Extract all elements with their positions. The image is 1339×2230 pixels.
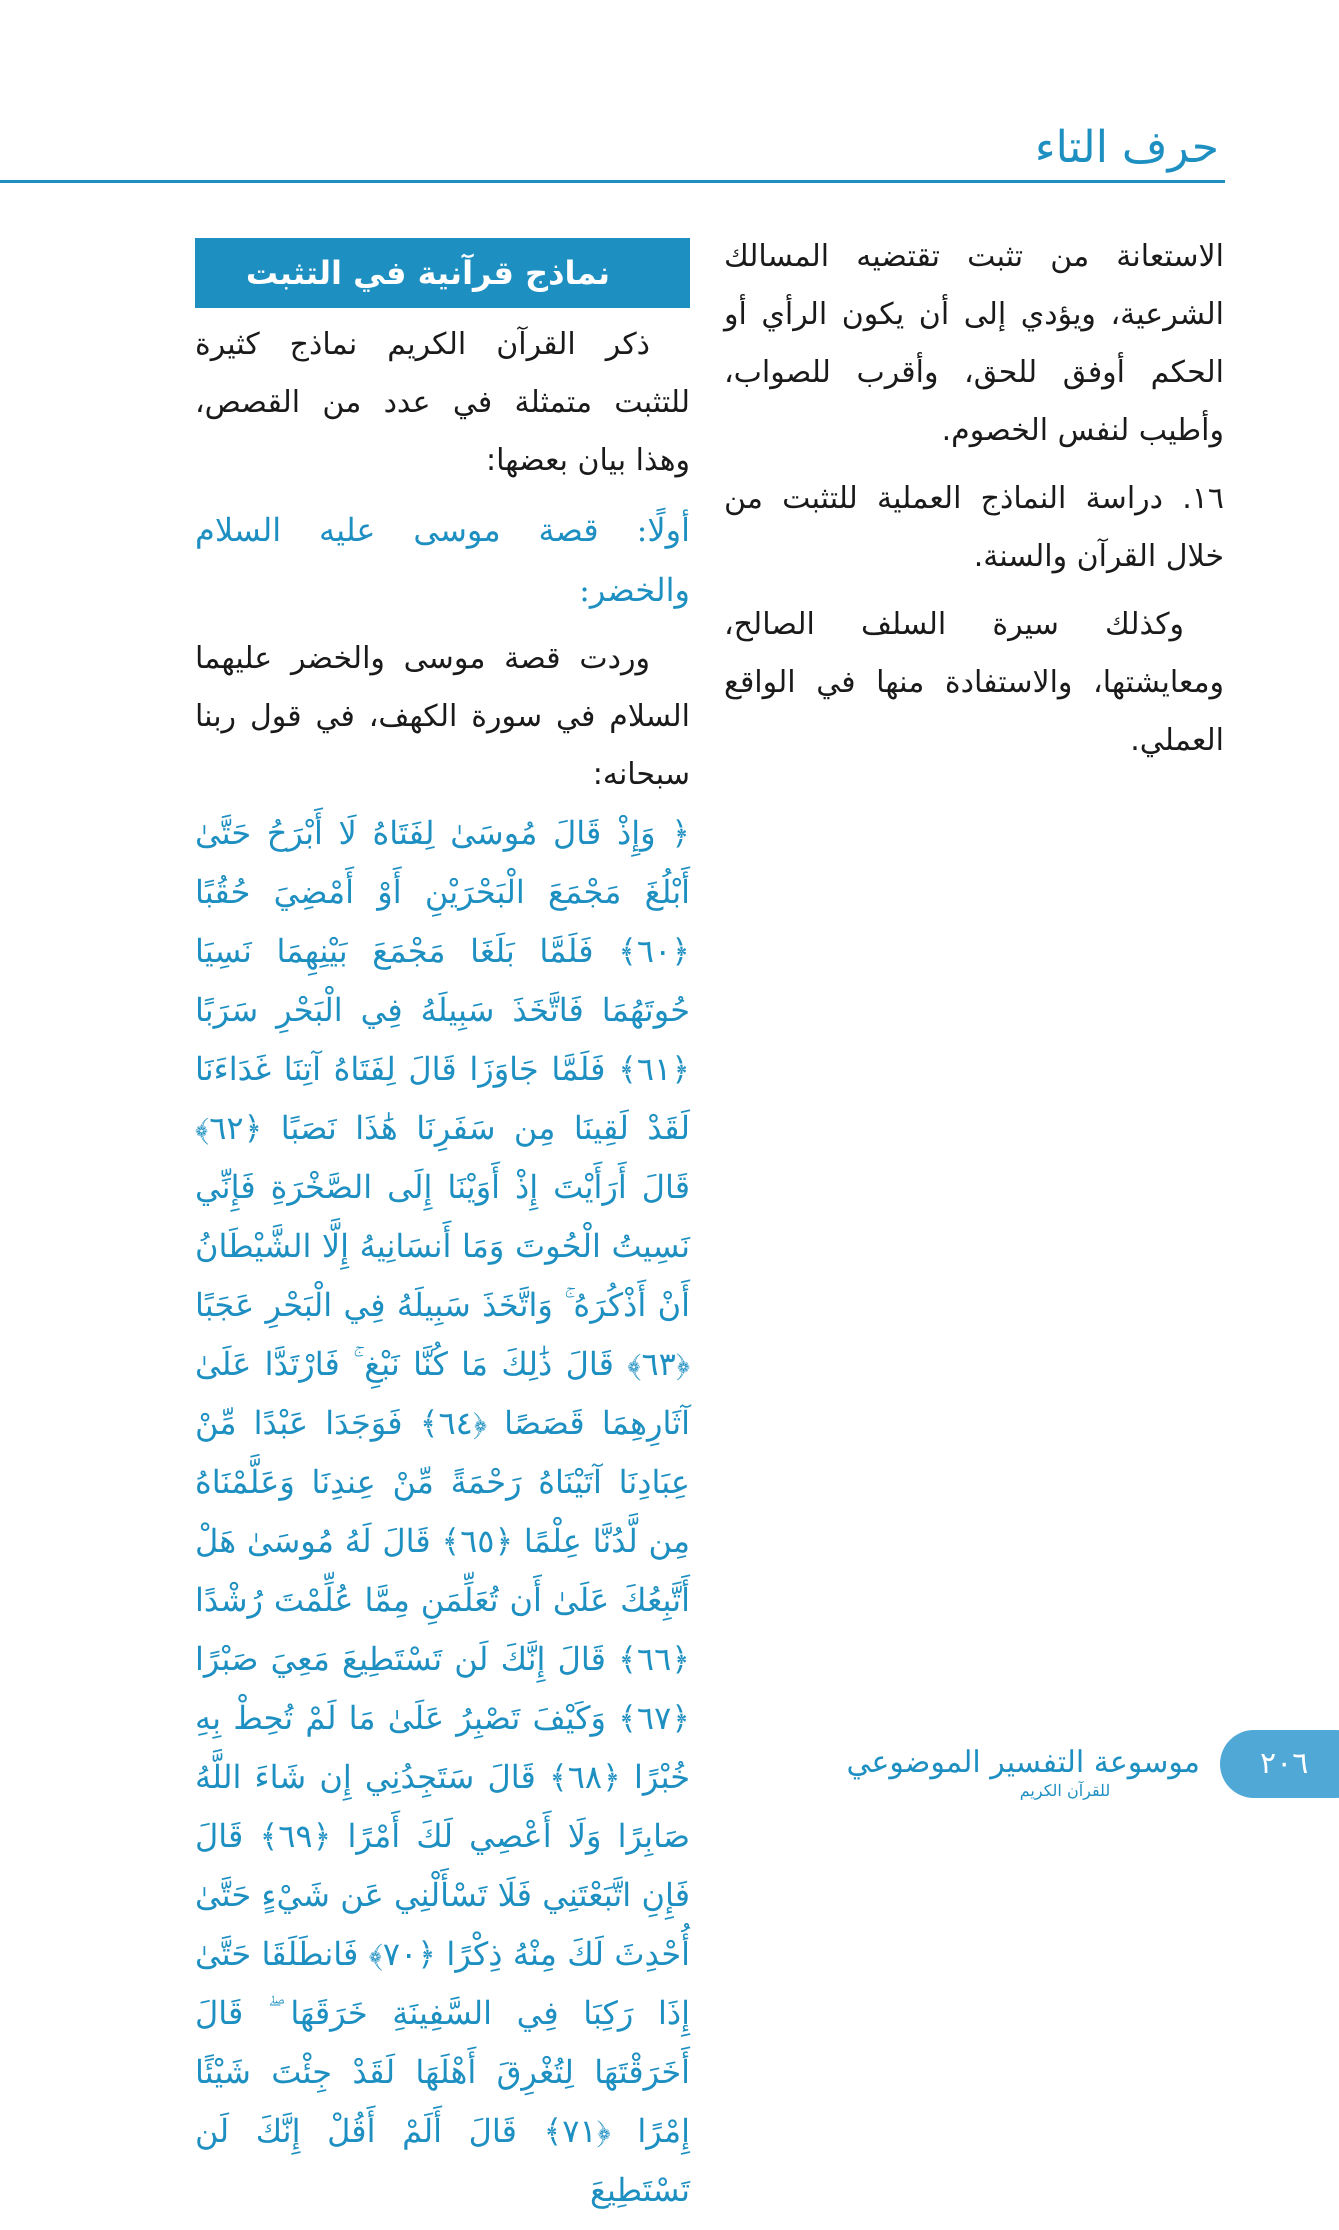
paragraph: وكذلك سيرة السلف الصالح، ومعايشتها، والاستفادة منها في الواقع العملي. [724,607,1224,758]
page-number: ٢٠٦ [1220,1730,1339,1798]
section-heading: نماذج قرآنية في التثبت [195,238,690,308]
intro-paragraph: ذكر القرآن الكريم نماذج كثيرة للتثبت متمثلة في عدد من القصص، وهذا بيان بعضها: [195,327,690,478]
story-intro: وردت قصة موسى والخضر عليهما السلام في سورة الكهف، في قول ربنا سبحانه: [195,641,690,792]
logo-title: موسوعة التفسير الموضوعي [846,1745,1200,1780]
encyclopedia-logo [846,1745,1200,1801]
subheading: أولًا: قصة موسى عليه السلام والخضر: [195,511,690,609]
left-column [195,238,690,2230]
right-column [724,228,1224,780]
header-rule [0,180,1225,183]
quran-text: ﴿ وَإِذْ قَالَ مُوسَىٰ لِفَتَاهُ لَا أَبْرَحُ حَتَّىٰ أَبْلُغَ مَجْمَعَ الْبَحْرَيْنِ أَوْ أَمْضِيَ حُقُبًا ﴿٦٠﴾ فَلَمَّا بَلَغَا مَجْمَعَ بَيْنِهِمَا نَسِيَا حُوتَهُمَا فَاتَّخَذَ سَبِيلَهُ فِي الْبَحْرِ سَرَبًا ﴿٦١﴾ فَلَمَّا جَاوَزَا قَالَ لِفَتَاهُ آتِنَا غَدَاءَنَا لَقَدْ لَقِينَا مِن سَفَرِنَا هَٰذَا نَصَبًا ﴿٦٢﴾ قَالَ أَرَأَيْتَ إِذْ أَوَيْنَا إِلَى الصَّخْرَةِ فَإِنِّي نَسِيتُ الْحُوتَ وَمَا أَنسَانِيهُ إِلَّا الشَّيْطَانُ أَنْ أَذْكُرَهُ ۚ وَاتَّخَذَ سَبِيلَهُ فِي الْبَحْرِ عَجَبًا ﴿٦٣﴾ قَالَ ذَٰلِكَ مَا كُنَّا نَبْغِ ۚ فَارْتَدَّا عَلَىٰ آثَارِهِمَا قَصَصًا ﴿٦٤﴾ فَوَجَدَا عَبْدًا مِّنْ عِبَادِنَا آتَيْنَاهُ رَحْمَةً مِّنْ عِندِنَا وَعَلَّمْنَاهُ مِن لَّدُنَّا عِلْمًا ﴿٦٥﴾ قَالَ لَهُ مُوسَىٰ هَلْ أَتَّبِعُكَ عَلَىٰ أَن تُعَلِّمَنِ مِمَّا عُلِّمْتَ رُشْدًا ﴿٦٦﴾ قَالَ إِنَّكَ لَن تَسْتَطِيعَ مَعِيَ صَبْرًا ﴿٦٧﴾ وَكَيْفَ تَصْبِرُ عَلَىٰ مَا لَمْ تُحِطْ بِهِ خُبْرًا ﴿٦٨﴾ قَالَ سَتَجِدُنِي إِن شَاءَ اللَّهُ صَابِرًا وَلَا أَعْصِي لَكَ أَمْرًا ﴿٦٩﴾ قَالَ فَإِنِ اتَّبَعْتَنِي فَلَا تَسْأَلْنِي عَن شَيْءٍ حَتَّىٰ أُحْدِثَ لَكَ مِنْهُ ذِكْرًا ﴿٧٠﴾ فَانطَلَقَا حَتَّىٰ إِذَا رَكِبَا فِي السَّفِينَةِ خَرَقَهَا ۖ قَالَ أَخَرَقْتَهَا لِتُغْرِقَ أَهْلَهَا لَقَدْ جِئْتَ شَيْئًا إِمْرًا ﴿٧١﴾ قَالَ أَلَمْ أَقُلْ إِنَّكَ لَن تَسْتَطِيعَ [195,814,691,2209]
chapter-title: حرف التاء [1034,122,1219,173]
paragraph: الاستعانة من تثبت تقتضيه المسالك الشرعية، ويؤدي إلى أن يكون الرأي أو الحكم أوفق للحق، وأقرب للصواب، وأطيب لنفس الخصوم. [724,239,1224,448]
logo-subtitle: للقرآن الكريم [1019,1781,1111,1800]
paragraph: ١٦. دراسة النماذج العملية للتثبت من خلال القرآن والسنة. [724,481,1224,574]
